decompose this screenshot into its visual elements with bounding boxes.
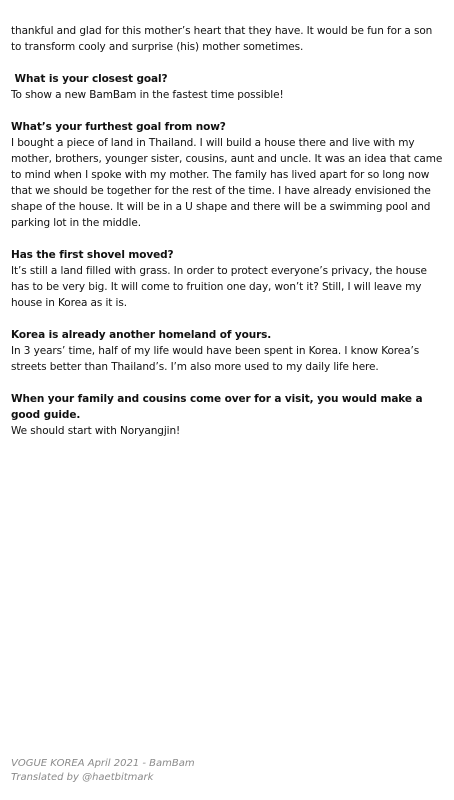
footer-credits: [11, 757, 195, 785]
qa-item: [11, 71, 443, 103]
question-text: What’s your furthest goal from now?: [11, 121, 226, 133]
source-line: VOGUE KOREA April 2021 - BamBam: [11, 758, 195, 769]
question-text: What is your closest goal?: [11, 73, 168, 85]
article-body: [11, 23, 443, 439]
question-text: Korea is already another homeland of yours.: [11, 329, 272, 341]
qa-item: [11, 391, 443, 439]
qa-item: [11, 119, 443, 231]
qa-item: [11, 327, 443, 375]
intro-paragraph: thankful and glad for this mother’s heart that they have. It would be fun for a son to transform cooly and surprise (his) mother sometimes.: [11, 25, 433, 53]
answer-text: I bought a piece of land in Thailand. I will build a house there and live with my mother, brothers, younger sister, cousins, aunt and uncle. It was an idea that came to mind when I spoke with my mother. The family has lived apart for so long now that we should be together for the rest of the time. I have already envisioned the shape of the house. It will be in a U shape and there will be a swimming pool and parking lot in the middle.: [11, 137, 443, 229]
translator-credit: Translated by @haetbitmark: [11, 772, 154, 783]
answer-text: To show a new BamBam in the fastest time possible!: [11, 89, 284, 101]
question-text: Has the first shovel moved?: [11, 249, 174, 261]
question-text: When your family and cousins come over for a visit, you would make a good guide.: [11, 393, 423, 421]
answer-text: We should start with Noryangjin!: [11, 425, 181, 437]
answer-text: In 3 years’ time, half of my life would have been spent in Korea. I know Korea’s streets better than Thailand’s. I’m also more used to my daily life here.: [11, 345, 420, 373]
answer-text: It’s still a land filled with grass. In order to protect everyone’s privacy, the house has to be very big. It will come to fruition one day, won’t it? Still, I will leave my house in Korea as it is.: [11, 265, 427, 309]
qa-item: [11, 247, 443, 311]
